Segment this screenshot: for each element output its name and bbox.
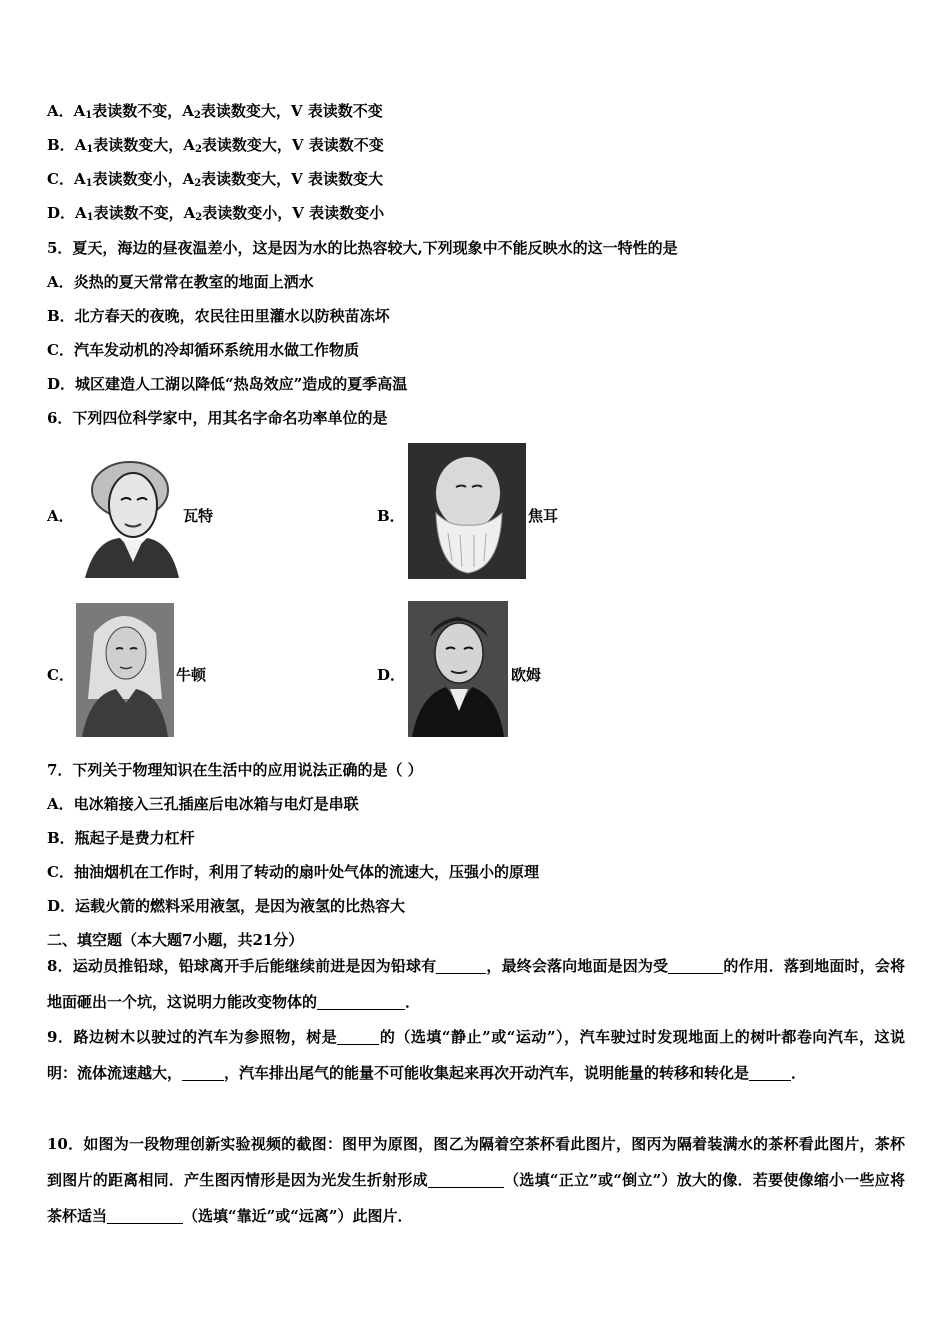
q4-option-c: C．$A_1$表读数变小，$A_2$表读数变大，V 表读数变大 [47, 170, 384, 189]
section-title: 二、填空题（本大题7小题，共21分） [47, 931, 304, 949]
q4-option-a: A．$A_1$表读数不变，$A_2$表读数变大，V 表读数不变 [47, 102, 383, 121]
q9-blank-1[interactable] [337, 1028, 379, 1045]
q10-blank-1[interactable] [428, 1171, 504, 1188]
q5-stem: 5．夏天，海边的昼夜温差小，这是因为水的比热容较大,下列现象中不能反映水的这一特性的是 [47, 239, 678, 257]
q6-option-d-label: D． [377, 666, 406, 684]
q6-stem: 6．下列四位科学家中，用其名字命名功率单位的是 [47, 409, 388, 427]
q9-blank-2[interactable] [182, 1064, 224, 1081]
q6-option-b-label: B． [377, 507, 405, 525]
q8-blank-3[interactable] [317, 993, 405, 1010]
q9: 9．路边树木以驶过的汽车为参照物，树是 的（选填“静止”或“运动”），汽车驶过时发现地面上的树叶都卷向汽车，这说明：流体流速越大， ，汽车排出尾气的能量不可能收集起来再次开动汽车，说明能量的转移和转化是 ． [47, 1028, 905, 1082]
portrait-watt [75, 450, 183, 578]
q6-option-c-label: C． [47, 666, 74, 684]
q7-option-c: C．抽油烟机在工作时，利用了转动的扇叶处气体的流速大，压强小的原理 [47, 863, 539, 881]
q5-option-b: B．北方春天的夜晚，农民往田里灌水以防秧苗冻坏 [47, 307, 390, 325]
q10-blank-2[interactable] [107, 1207, 183, 1224]
q5-option-a: A．炎热的夏天常常在教室的地面上洒水 [47, 273, 314, 291]
q6-option-c-name: 牛顿 [176, 666, 207, 684]
q9-blank-3[interactable] [749, 1064, 791, 1081]
portrait-joule [408, 443, 526, 579]
q7-option-b: B．瓶起子是费力杠杆 [47, 829, 195, 847]
q7-option-a: A．电冰箱接入三孔插座后电冰箱与电灯是串联 [47, 795, 359, 813]
q8-blank-1[interactable] [436, 957, 486, 974]
q7-stem: 7．下列关于物理知识在生活中的应用说法正确的是（ ） [47, 761, 423, 779]
q6-option-a-name: 瓦特 [183, 507, 214, 525]
q5-option-c: C．汽车发动机的冷却循环系统用水做工作物质 [47, 341, 359, 359]
q8: 8．运动员推铅球，铅球离开手后能继续前进是因为铅球有 ，最终会落向地面是因为受 的作用．落到地面时，会将地面砸出一个坑，这说明力能改变物体的 ． [47, 957, 905, 1011]
q6-option-b-name: 焦耳 [528, 507, 559, 525]
q5-option-d: D．城区建造人工湖以降低“热岛效应”造成的夏季高温 [47, 375, 408, 393]
portrait-ohm [408, 601, 508, 737]
portrait-newton [76, 603, 174, 737]
q8-blank-2[interactable] [668, 957, 723, 974]
q10: 10．如图为一段物理创新实验视频的截图：图甲为原图，图乙为隔着空茶杯看此图片，图丙为隔着装满水的茶杯看此图片，茶杯到图片的距离相同．产生图丙情形是因为光发生折射形成 （选填“正立”或“倒立”）放大的像．若要使像缩小一些应将茶杯适当 （选填“靠近”或“远离”）此图片． [47, 1135, 905, 1225]
q4-option-d: D．$A_1$表读数不变，$A_2$表读数变小，V 表读数变小 [47, 204, 385, 223]
q7-option-d: D．运载火箭的燃料采用液氢，是因为液氢的比热容大 [47, 897, 406, 915]
q6-option-d-name: 欧姆 [511, 666, 542, 684]
q6-option-a-label: A． [47, 507, 74, 525]
q4-option-b: B．$A_1$表读数变大，$A_2$表读数变大，V 表读数不变 [47, 136, 384, 155]
